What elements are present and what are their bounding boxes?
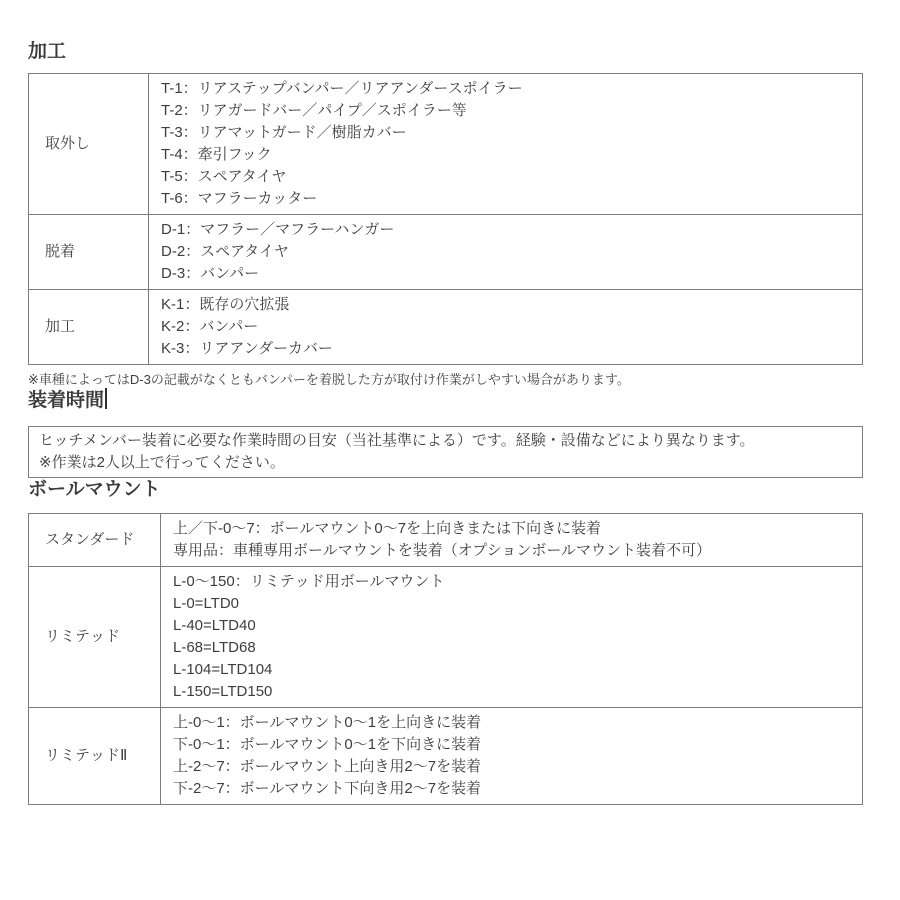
table-row-torihazushi — [29, 74, 863, 215]
row-label: スタンダード — [45, 531, 135, 548]
row-label-cell — [29, 567, 161, 708]
row-label: リミテッドⅡ — [45, 747, 128, 764]
row-content-cell — [149, 74, 863, 215]
cell-line: 上／下-0〜7：ボールマウント0〜7を上向きまたは下向きに装着 — [173, 520, 602, 537]
row-label-cell — [29, 514, 161, 567]
row-label-cell — [29, 708, 161, 805]
row-content-cell — [149, 290, 863, 365]
row-content-cell — [161, 708, 863, 805]
cell-line: L-150=LTD150 — [173, 683, 273, 700]
cell-line: K-1：既存の穴拡張 — [161, 296, 290, 313]
section-heading-ballmount: ボールマウント — [28, 479, 161, 500]
cell-line: D-1：マフラー／マフラーハンガー — [161, 221, 395, 238]
cell-line: T-1：リアステップバンパー／リアアンダースポイラー — [161, 80, 523, 97]
table-footnote: ※車種によってはD-3の記載がなくともバンパーを着脱した方が取付け作業がしやすい場合があります。 — [28, 372, 630, 387]
cell-line: 下-0〜1：ボールマウント0〜1を下向きに装着 — [173, 736, 482, 753]
row-label: 取外し — [45, 135, 91, 152]
ballmount-table — [28, 513, 863, 805]
cell-line: K-2：バンパー — [161, 318, 259, 335]
cell-line: T-6：マフラーカッター — [161, 190, 318, 207]
processing-table — [28, 73, 863, 365]
text-cursor — [105, 388, 107, 409]
table-row-limited2 — [29, 708, 863, 805]
cell-line: L-40=LTD40 — [173, 617, 256, 634]
cell-line: T-3：リアマットガード／樹脂カバー — [161, 124, 407, 141]
row-label: 加工 — [45, 318, 76, 335]
cell-line: L-104=LTD104 — [173, 661, 273, 678]
cell-line: 下-2〜7：ボールマウント下向き用2〜7を装着 — [173, 780, 482, 797]
cell-line: L-0=LTD0 — [173, 595, 240, 612]
row-label: 脱着 — [45, 243, 76, 260]
cell-line: D-2：スペアタイヤ — [161, 243, 289, 260]
info-line: ヒッチメンバー装着に必要な作業時間の目安（当社基準による）です。経験・設備などにより異なります。 — [39, 432, 755, 449]
cell-line: T-2：リアガードバー／パイプ／スポイラー等 — [161, 102, 467, 119]
row-label-cell — [29, 74, 149, 215]
row-content-cell — [161, 514, 863, 567]
section-heading-souchaku — [28, 388, 900, 412]
info-line: ※作業は2人以上で行ってください。 — [39, 454, 285, 471]
cell-line: 専用品：車種専用ボールマウントを装着（オプションボールマウント装着不可） — [173, 542, 712, 559]
table-row-limited — [29, 567, 863, 708]
table-row-kakou — [29, 290, 863, 365]
row-content-cell — [161, 567, 863, 708]
installation-time-infobox — [28, 426, 863, 478]
cell-line: 上-2〜7：ボールマウント上向き用2〜7を装着 — [173, 758, 482, 775]
cell-line: K-3：リアアンダーカバー — [161, 340, 333, 357]
row-label: リミテッド — [45, 628, 121, 645]
cell-line: 上-0〜1：ボールマウント0〜1を上向きに装着 — [173, 714, 482, 731]
cell-line: T-4：牽引フック — [161, 146, 272, 163]
cell-line: L-68=LTD68 — [173, 639, 256, 656]
section-heading-text: 装着時間 — [28, 390, 105, 411]
cell-line: T-5：スペアタイヤ — [161, 168, 287, 185]
cell-line: D-3：バンパー — [161, 265, 260, 282]
cell-line: L-0〜150：リミテッド用ボールマウント — [173, 573, 445, 590]
table-row-standard — [29, 514, 863, 567]
row-label-cell — [29, 215, 149, 290]
section-heading-kakou: 加工 — [28, 41, 67, 62]
row-label-cell — [29, 290, 149, 365]
table-row-datchaku — [29, 215, 863, 290]
row-content-cell — [149, 215, 863, 290]
